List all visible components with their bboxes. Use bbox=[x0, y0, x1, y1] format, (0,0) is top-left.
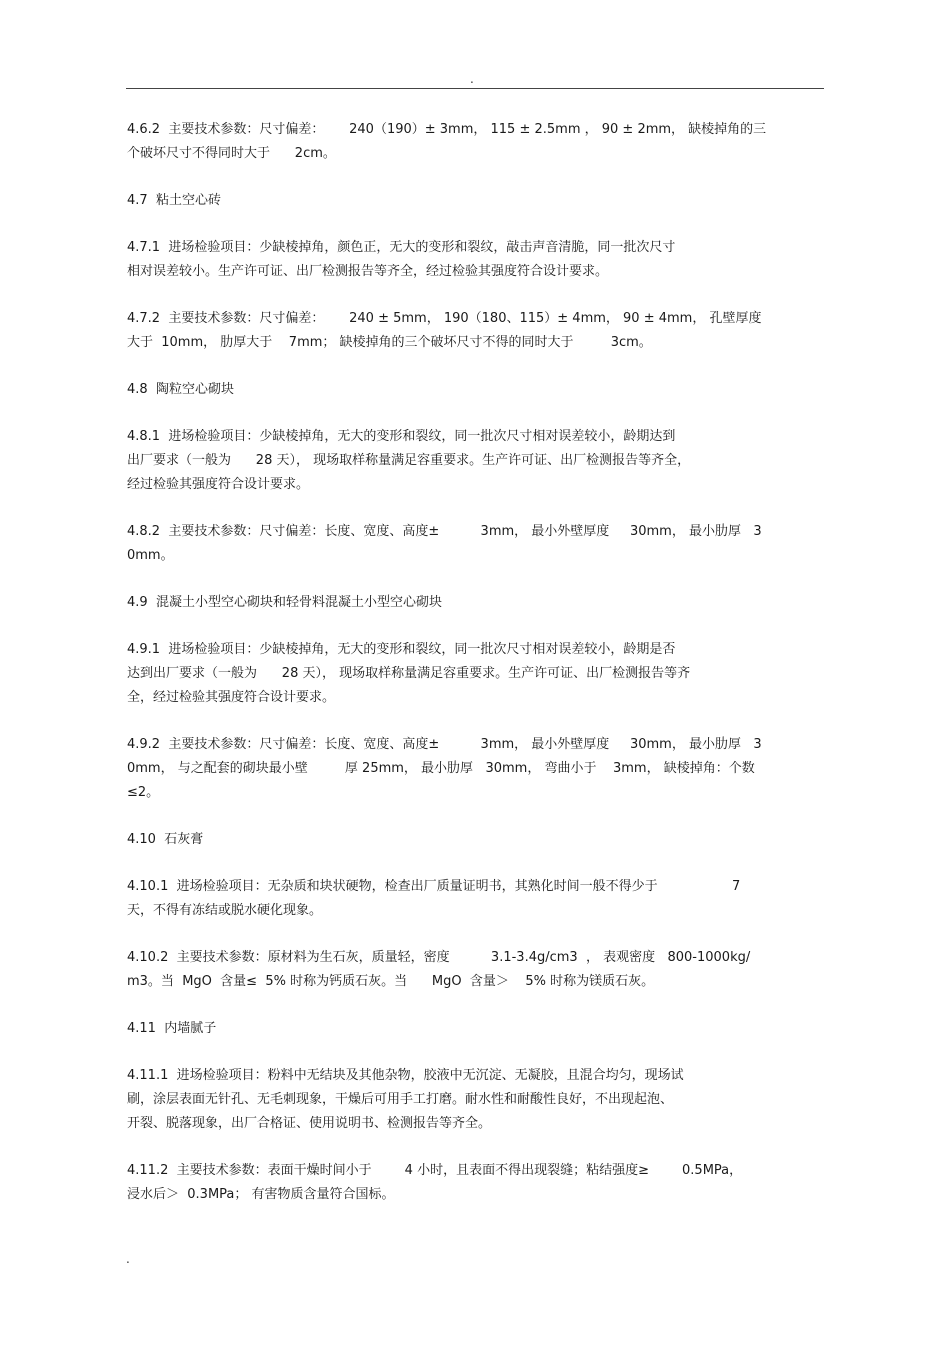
text-line: 相对误差较小。生产许可证、出厂检测报告等齐全，经过检验其强度符合设计要求。 bbox=[127, 264, 609, 279]
text-line: 刷，涂层表面无针孔、无毛刺现象，干燥后可用手工打磨。耐水性和耐酸性良好，不出现起泡、 bbox=[127, 1092, 674, 1107]
text-line: 浸水后＞ 0.3MPa； 有害物质含量符合国标。 bbox=[127, 1187, 395, 1202]
text-line: 4.6.2 主要技术参数：尺寸偏差： 240（190）± 3mm， 115 ± 2.5mm ， 90 ± 2mm， 缺棱掉角的三 bbox=[127, 122, 767, 137]
section-heading-4-10: 4.10 石灰膏 bbox=[127, 832, 204, 847]
document-body bbox=[127, 118, 827, 1230]
paragraph-4-11-2 bbox=[127, 1159, 827, 1207]
text-line: 个破坏尺寸不得同时大于 2cm。 bbox=[127, 146, 336, 161]
text-line: 4.9.2 主要技术参数：尺寸偏差：长度、宽度、高度± 3mm， 最小外壁厚度 30mm， 最小肋厚 3 bbox=[127, 737, 762, 752]
footer-mark: . bbox=[126, 1252, 130, 1266]
text-line: 4.8.2 主要技术参数：尺寸偏差：长度、宽度、高度± 3mm， 最小外壁厚度 30mm， 最小肋厚 3 bbox=[127, 524, 762, 539]
section-heading-4-9: 4.9 混凝土小型空心砌块和轻骨料混凝土小型空心砌块 bbox=[127, 595, 442, 610]
text-line: 4.10.2 主要技术参数：原材料为生石灰，质量轻，密度 3.1-3.4g/cm3 ， 表观密度 800-1000kg/ bbox=[127, 950, 751, 965]
paragraph-4-7-1 bbox=[127, 236, 827, 284]
text-line: 4.7.1 进场检验项目：少缺棱掉角，颜色正，无大的变形和裂纹，敲击声音清脆，同一批次尺寸 bbox=[127, 240, 676, 255]
text-line: 全，经过检验其强度符合设计要求。 bbox=[127, 690, 336, 705]
paragraph-4-8-2 bbox=[127, 520, 827, 568]
text-line: m3。当 MgO 含量≤ 5% 时称为钙质石灰。当 MgO 含量＞ 5% 时称为镁质石灰。 bbox=[127, 974, 655, 989]
text-line: 0mm， 与之配套的砌块最小壁 厚 25mm， 最小肋厚 30mm， 弯曲小于 3mm， 缺棱掉角：个数 bbox=[127, 761, 755, 776]
text-line: 0mm。 bbox=[127, 548, 174, 563]
text-line: 4.10.1 进场检验项目：无杂质和块状硬物，检查出厂质量证明书，其熟化时间一般不得少于 7 bbox=[127, 879, 741, 894]
header-mark: . bbox=[470, 72, 474, 86]
text-line: 天，不得有冻结或脱水硬化现象。 bbox=[127, 903, 323, 918]
text-line: 4.8.1 进场检验项目：少缺棱掉角，无大的变形和裂纹，同一批次尺寸相对误差较小，龄期达到 bbox=[127, 429, 676, 444]
text-line: 出厂要求（一般为 28 天）， 现场取样称量满足容重要求。生产许可证、出厂检测报告等齐全， bbox=[127, 453, 691, 468]
section-heading-4-8: 4.8 陶粒空心砌块 bbox=[127, 382, 234, 397]
paragraph-4-6-2 bbox=[127, 118, 827, 166]
paragraph-4-8-1 bbox=[127, 425, 827, 497]
paragraph-4-11-1 bbox=[127, 1064, 827, 1136]
paragraph-4-10-1 bbox=[127, 875, 827, 923]
section-heading-4-7: 4.7 粘土空心砖 bbox=[127, 193, 221, 208]
text-line: 4.11.2 主要技术参数：表面干燥时间小于 4 小时，且表面不得出现裂缝；粘结强度≥ 0.5MPa， bbox=[127, 1163, 743, 1178]
text-line: 经过检验其强度符合设计要求。 bbox=[127, 477, 310, 492]
text-line: 大于 10mm， 肋厚大于 7mm； 缺棱掉角的三个破坏尺寸不得的同时大于 3cm。 bbox=[127, 335, 652, 350]
paragraph-4-9-1 bbox=[127, 638, 827, 710]
text-line: ≤2。 bbox=[127, 785, 160, 800]
paragraph-4-9-2 bbox=[127, 733, 827, 805]
paragraph-4-10-2 bbox=[127, 946, 827, 994]
text-line: 4.9.1 进场检验项目：少缺棱掉角，无大的变形和裂纹，同一批次尺寸相对误差较小，龄期是否 bbox=[127, 642, 676, 657]
text-line: 4.11.1 进场检验项目：粉料中无结块及其他杂物，胶液中无沉淀、无凝胶，且混合均匀，现场试 bbox=[127, 1068, 684, 1083]
section-heading-4-11: 4.11 内墙腻子 bbox=[127, 1021, 217, 1036]
text-line: 开裂、脱落现象，出厂合格证、使用说明书、检测报告等齐全。 bbox=[127, 1116, 492, 1131]
text-line: 达到出厂要求（一般为 28 天）， 现场取样称量满足容重要求。生产许可证、出厂检测报告等齐 bbox=[127, 666, 691, 681]
paragraph-4-7-2 bbox=[127, 307, 827, 355]
text-line: 4.7.2 主要技术参数：尺寸偏差： 240 ± 5mm， 190（180、115）± 4mm， 90 ± 4mm， 孔壁厚度 bbox=[127, 311, 762, 326]
header-rule bbox=[126, 88, 824, 89]
